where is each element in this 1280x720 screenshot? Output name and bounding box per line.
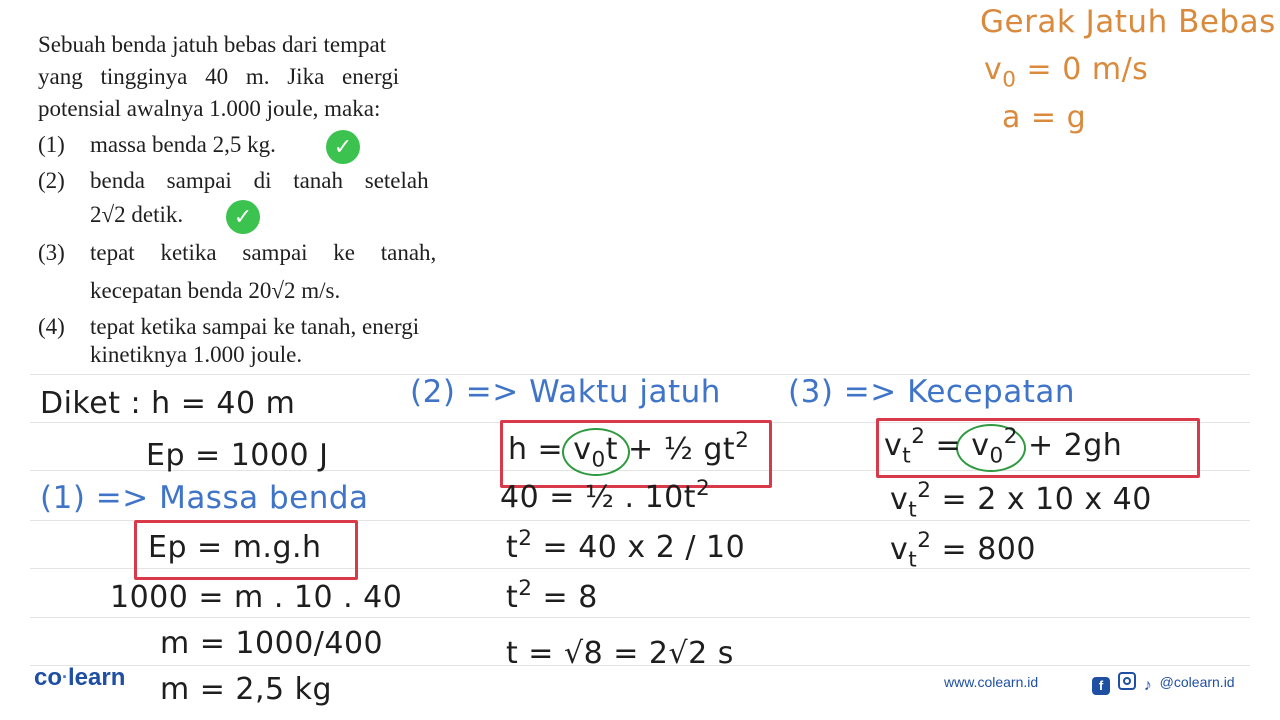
tiktok-icon[interactable]: ♪ [1143, 677, 1152, 694]
part1-formula: Ep = m.g.h [148, 530, 322, 565]
instagram-icon[interactable] [1118, 672, 1136, 690]
item-number: (3) [38, 240, 65, 265]
item-number: (4) [38, 314, 65, 339]
item-text: tepat ketika sampai ke tanah, [90, 240, 437, 265]
checkmark-icon: ✓ [226, 200, 260, 234]
part2-heading: (2) => Waktu jatuh [410, 374, 721, 410]
item-text: massa benda 2,5 kg. [90, 132, 276, 157]
social-handle[interactable]: @colearn.id [1159, 674, 1235, 690]
part1-heading: (1) => Massa benda [40, 480, 369, 516]
part1-step: m = 2,5 kg [160, 672, 333, 707]
item-text: benda sampai di tanah setelah [90, 168, 429, 193]
part3-step: $v_t^2 = 2$ x 10 x 40 [890, 478, 1152, 523]
part3-heading: (3) => Kecepatan [788, 374, 1076, 410]
notes-v0: $v_0 = 0$ m/s [984, 52, 1149, 93]
item-text: tepat ketika sampai ke tanah, energi [90, 314, 420, 339]
item-text: kinetiknya 1.000 joule. [90, 342, 303, 367]
ruled-line [30, 617, 1250, 618]
notes-title: Gerak Jatuh Bebas [980, 4, 1276, 40]
checkmark-icon: ✓ [326, 130, 360, 164]
colearn-logo: co·learn [34, 664, 126, 691]
item-number: (2) [38, 168, 65, 193]
problem-line: yang tingginya 40 m. Jika energi [38, 64, 400, 89]
item-text: 2√2 detik. [90, 202, 184, 227]
part1-step: 1000 = m . 10 . 40 [110, 580, 403, 615]
part2-formula: $h = v_0t$ + ½ $gt^2$ [508, 428, 750, 473]
item-number: (1) [38, 132, 65, 157]
given-h: Diket : h = 40 m [40, 386, 296, 421]
part3-step: $v_t^2 = 800$ [890, 528, 1036, 573]
item-text: kecepatan benda 20√2 m/s. [90, 278, 341, 303]
part2-step: $t^2 = 40$ x 2 / 10 [506, 526, 746, 565]
website-link[interactable]: www.colearn.id [944, 674, 1039, 690]
notes-a: a = g [1002, 100, 1087, 135]
part2-step: t = √8 = 2√2 s [506, 636, 734, 671]
part2-step: $t^2 = 8$ [506, 576, 598, 615]
part3-formula: $v_t^2 = v_0^2 + 2gh$ [884, 424, 1123, 469]
problem-line: potensial awalnya 1.000 joule, maka: [38, 96, 381, 121]
problem-line: Sebuah benda jatuh bebas dari tempat [38, 32, 387, 57]
part2-step: 40 = ½ . $10t^2$ [500, 476, 711, 515]
given-ep: Ep = 1000 J [146, 438, 329, 473]
social-links [1092, 672, 1235, 695]
part1-step: m = 1000/400 [160, 626, 384, 661]
facebook-icon[interactable]: f [1092, 677, 1110, 695]
